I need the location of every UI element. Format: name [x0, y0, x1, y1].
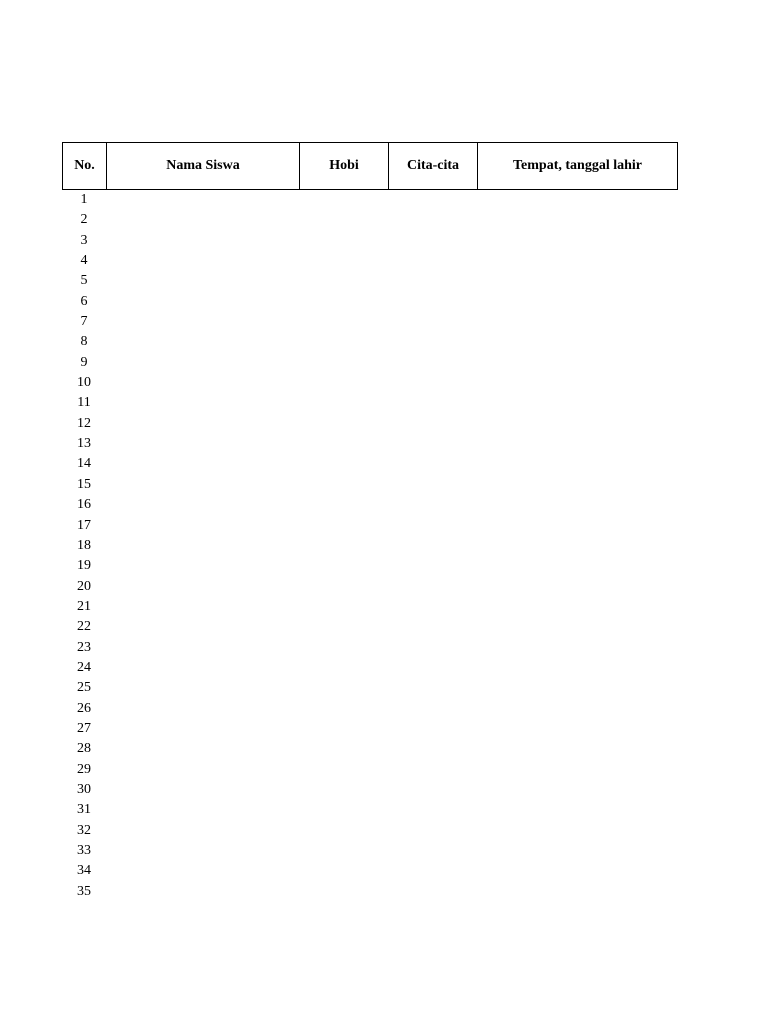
row-number: 10: [77, 375, 91, 391]
row-number: 29: [77, 761, 91, 777]
row-number: 34: [77, 863, 91, 879]
row-number: 17: [77, 517, 91, 533]
student-table-header: [62, 142, 678, 190]
row-number: 25: [77, 680, 91, 696]
row-number: 11: [77, 395, 91, 411]
row-number: 6: [80, 293, 88, 309]
row-number: 30: [77, 781, 91, 797]
row-number: 5: [80, 273, 88, 289]
row-number: 22: [77, 619, 91, 635]
row-number: 21: [77, 598, 91, 614]
row-number: 12: [77, 415, 91, 431]
row-number: 2: [80, 212, 88, 228]
row-number: 3: [80, 232, 88, 248]
row-number: 20: [77, 578, 91, 594]
row-number: 33: [77, 843, 91, 858]
row-number: 32: [77, 822, 91, 838]
row-number: 19: [77, 558, 91, 574]
row-number: 24: [77, 659, 91, 675]
row-number: 35: [77, 883, 91, 899]
row-number: 15: [77, 476, 91, 492]
row-number-list: [62, 190, 106, 902]
row-number: 23: [77, 639, 91, 655]
row-number: 31: [77, 802, 91, 818]
row-number: 26: [77, 700, 91, 716]
header-tempat-tanggal-lahir: Tempat, tanggal lahir: [478, 143, 678, 190]
header-hobi: Hobi: [300, 143, 389, 190]
row-number: 28: [77, 741, 91, 757]
row-number: 14: [77, 456, 91, 472]
row-number: 16: [77, 497, 91, 513]
row-number: 8: [80, 334, 88, 350]
row-number: 13: [77, 436, 91, 452]
header-row: [63, 143, 678, 190]
row-number: 1: [80, 192, 88, 207]
header-no: No.: [63, 143, 107, 190]
header-cita-cita: Cita-cita: [389, 143, 478, 190]
row-number: 9: [80, 354, 88, 370]
row-number: 4: [80, 253, 88, 269]
row-number: 7: [80, 314, 88, 330]
row-number: 27: [77, 720, 91, 736]
row-number: 18: [77, 537, 91, 553]
header-nama-siswa: Nama Siswa: [107, 143, 300, 190]
